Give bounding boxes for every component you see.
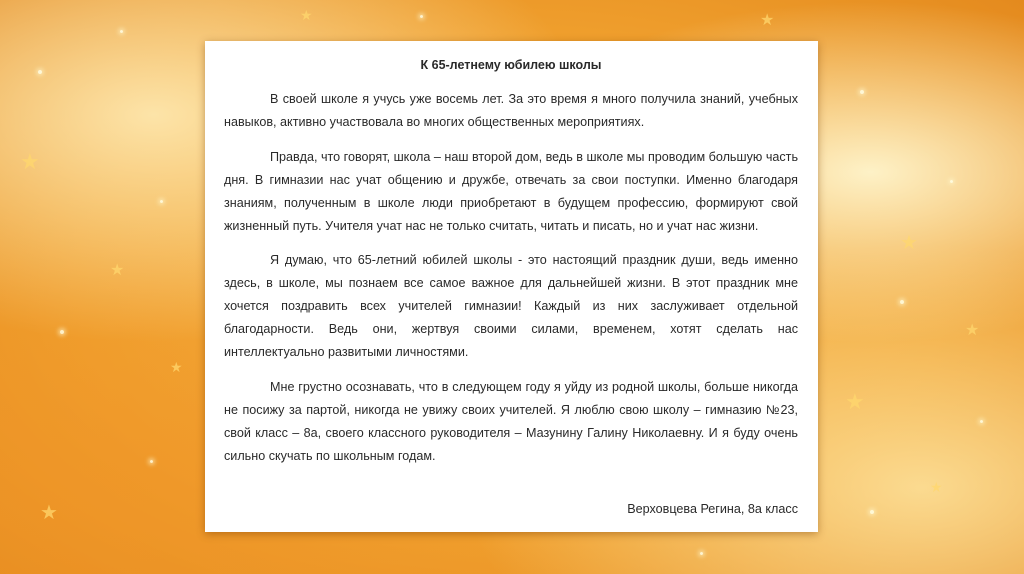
paragraph: Мне грустно осознавать, что в следующем году я уйду из родной школы, больше никогда не посижу за партой, никогда не увижу своих учителей. Я люблю свою школу – гимназию №23, свой класс – 8а, своего классного руководителя – Мазунину Галину Николаевну. И я буду очень сильно скучать по школьным годам. [224,379,798,463]
sparkle [870,510,874,514]
star-icon: ★ [965,320,980,339]
star-icon: ★ [300,8,313,24]
document-title: К 65-летнему юбилею школы [420,58,602,72]
star-icon: ★ [40,500,58,524]
star-icon: ★ [845,390,865,415]
paragraph: Я думаю, что 65-летний юбилей школы - это настоящий праздник души, ведь именно здесь, в школе, мы познаем все самое важное для дальнейшей жизни. В этот праздник мне хочется поздравить всех учителей гимназии! Каждый из них заслуживает отдельной благодарности. Ведь они, жертвуя своими силами, временем, хотят сделать нас интеллектуально развитыми личностями. [224,253,798,360]
star-icon: ★ [900,230,918,254]
sparkle [160,200,163,203]
star-icon: ★ [930,480,943,496]
star-icon: ★ [760,10,775,29]
document-page [205,41,818,532]
star-icon: ★ [170,360,183,376]
star-icon: ★ [110,260,125,279]
paragraph: Правда, что говорят, школа – наш второй дом, ведь в школе мы проводим большую часть дня. В гимназии нас учат общению и дружбе, отвечать за свои поступки. Именно благодаря знаниям, полученным в школе люди приобретают в будущем профессию, формируют свой жизненный путь. Учителя учат нас не только считать, читать и писать, но и учат нас жизни. [224,149,799,233]
sparkle [38,70,42,74]
sparkle [420,15,423,18]
sparkle [60,330,64,334]
author-signature: Верховцева Регина, 8а класс [627,502,798,516]
sparkle [980,420,983,423]
sparkle [700,552,703,555]
sparkle [860,90,864,94]
sparkle [900,300,904,304]
sparkle [950,180,953,183]
paragraph: В своей школе я учусь уже восемь лет. За это время я много получила знаний, учебных навыков, активно участвовала во многих общественных мероприятиях. [224,92,798,129]
sparkle [150,460,153,463]
sparkle [120,30,123,33]
star-icon: ★ [20,150,40,175]
